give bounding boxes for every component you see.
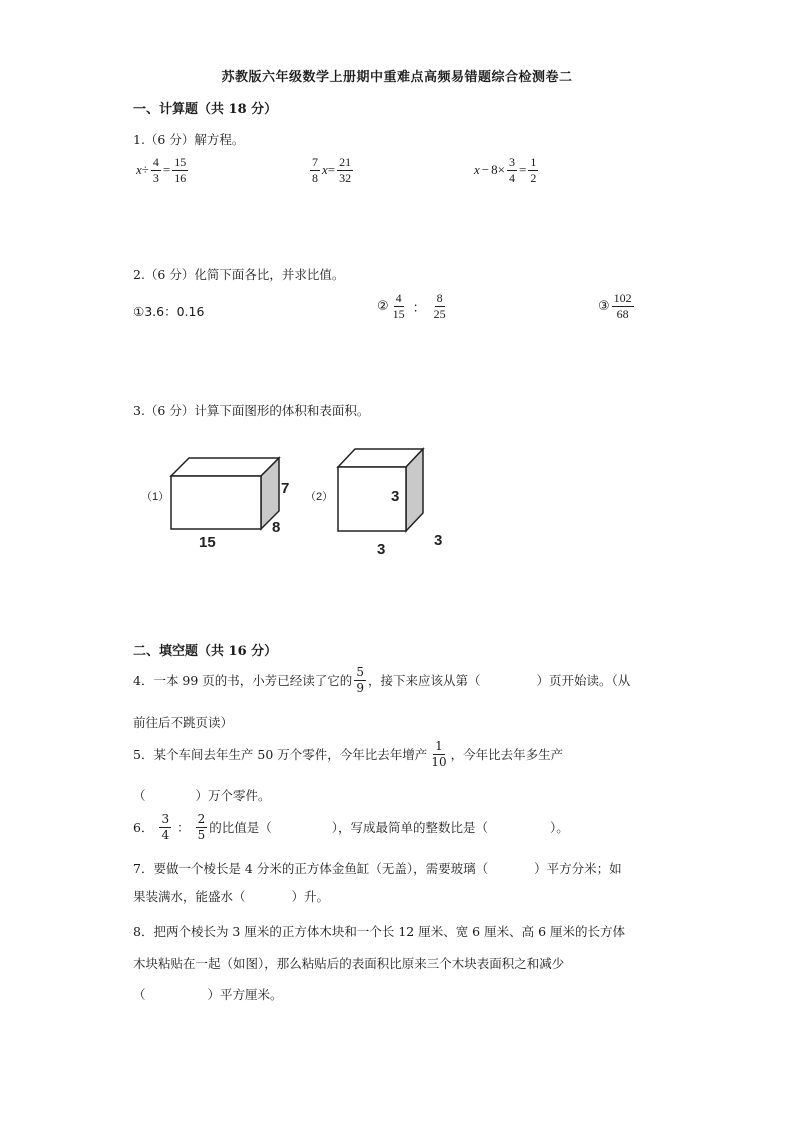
q4-text: ，接下来应该从第（ [367, 673, 481, 689]
equals-sign: = [327, 162, 336, 178]
q7-text: 果装满水，能盛水（ [133, 889, 246, 904]
q3-figures [133, 440, 463, 565]
fraction: $\frac{1}{2}$ [530, 155, 537, 185]
q8-text: （ [133, 987, 146, 1002]
q7-line-1 [133, 859, 622, 877]
q4-line-1 [133, 666, 630, 694]
q7-answer-blank-2[interactable] [246, 887, 292, 905]
cuboid-1-height-label: 7 [281, 480, 290, 497]
q7-text: ）平方分米；如 [534, 861, 622, 876]
fraction: $\frac{2}{5}$ [197, 812, 206, 842]
figure-2-tag: （2） [305, 491, 334, 503]
q5-answer-blank[interactable] [146, 786, 196, 804]
circled-number-3: ③ [598, 298, 610, 314]
equals-sign: = [162, 162, 171, 178]
q6-line [133, 813, 569, 841]
fraction: $\frac{3}{4}$ [508, 155, 515, 185]
variable-x: x [474, 162, 480, 178]
cube-width-label: 3 [434, 532, 443, 549]
q6-text: 的比值是（ [209, 820, 272, 836]
variable-x: x [136, 162, 142, 178]
fraction: $\frac{5}{9}$ [356, 665, 364, 695]
cuboid-1-length-label: 15 [199, 534, 216, 551]
section-1-heading: 一、计算题（共 18 分） [133, 102, 278, 117]
q8-line-2: 木块粘贴在一起（如图），那么粘贴后的表面积比原来三个木块表面积之和减少 [133, 956, 565, 971]
q1-equation-3 [474, 156, 540, 184]
q7-answer-blank-1[interactable] [488, 859, 534, 877]
q2-label: 2.（6 分）化简下面各比，并求比值。 [133, 267, 345, 282]
q6-text: 6． [133, 820, 154, 836]
fraction: $\frac{21}{32}$ [339, 155, 352, 185]
number: 8 [491, 162, 498, 178]
q6-text: ）。 [550, 820, 569, 836]
equals-sign: = [518, 162, 527, 178]
q7-line-2 [133, 887, 329, 905]
cuboid-1-front-face [171, 476, 261, 529]
q5-text: 5．某个车间去年生产 50 万个零件，今年比去年增产 [133, 747, 428, 763]
page-title: 苏教版六年级数学上册期中重难点高频易错题综合检测卷二 [221, 70, 573, 85]
operator: ÷ [141, 162, 149, 178]
q6-text: ），写成最简单的整数比是（ [331, 820, 489, 836]
q1-label: 1.（6 分）解方程。 [133, 132, 245, 147]
q8-text: ）平方厘米。 [207, 987, 283, 1002]
cube-length-label: 3 [377, 541, 386, 558]
q5-line-2 [133, 786, 271, 804]
q5-text: ，今年比去年多生产 [450, 747, 564, 763]
q8-answer-blank[interactable] [146, 985, 208, 1003]
cuboid-1-width-label: 8 [272, 519, 281, 536]
q7-text: 7．要做一个棱长是 4 分米的正方体金鱼缸（无盖），需要玻璃（ [133, 861, 489, 876]
section-2-heading: 二、填空题（共 16 分） [133, 644, 278, 659]
fraction: $\frac{1}{10}$ [431, 739, 447, 769]
ratio-colon: ： [412, 299, 426, 315]
minus-sign: − [481, 162, 490, 178]
cuboid-figures-svg [133, 440, 463, 565]
fraction: $\frac{4}{3}$ [152, 155, 159, 185]
fraction: $\frac{15}{16}$ [174, 155, 187, 185]
fraction: $\frac{8}{25}$ [433, 291, 446, 321]
q2-ratio-3 [598, 292, 636, 320]
q7-text: ）升。 [291, 889, 330, 904]
times-sign: × [497, 162, 505, 178]
q1-equation-1 [136, 156, 190, 184]
q2-ratio-1: ①3.6：0.16 [133, 304, 205, 319]
q5-text: ）万个零件。 [195, 788, 271, 803]
cube-height-label: 3 [391, 488, 400, 505]
q8-line-3 [133, 985, 283, 1003]
q2-ratio-2 [377, 292, 450, 320]
ratio-colon: ： [177, 820, 190, 836]
q5-line-1 [133, 740, 563, 768]
q4-text: ）页开始读。（从 [536, 673, 631, 689]
fraction: $\frac{3}{4}$ [161, 812, 170, 842]
q5-text: （ [133, 788, 146, 803]
fraction: $\frac{102}{68}$ [613, 291, 632, 321]
q8-line-1: 8．把两个棱长为 3 厘米的正方体木块和一个长 12 厘米、宽 6 厘米、高 6 厘米的长方体 [133, 924, 626, 939]
circled-number-2: ② [377, 298, 389, 314]
variable-x: x [322, 162, 328, 178]
q3-label: 3.（6 分）计算下面图形的体积和表面积。 [133, 403, 370, 418]
figure-1-tag: （1） [141, 491, 170, 503]
fraction: $\frac{7}{8}$ [312, 155, 318, 185]
fraction: $\frac{4}{15}$ [392, 291, 405, 321]
q4-line-2: 前往后不跳页读） [133, 715, 234, 730]
q1-equation-2 [308, 156, 355, 184]
q4-text: 4．一本 99 页的书，小芳已经读了它的 [133, 673, 353, 689]
